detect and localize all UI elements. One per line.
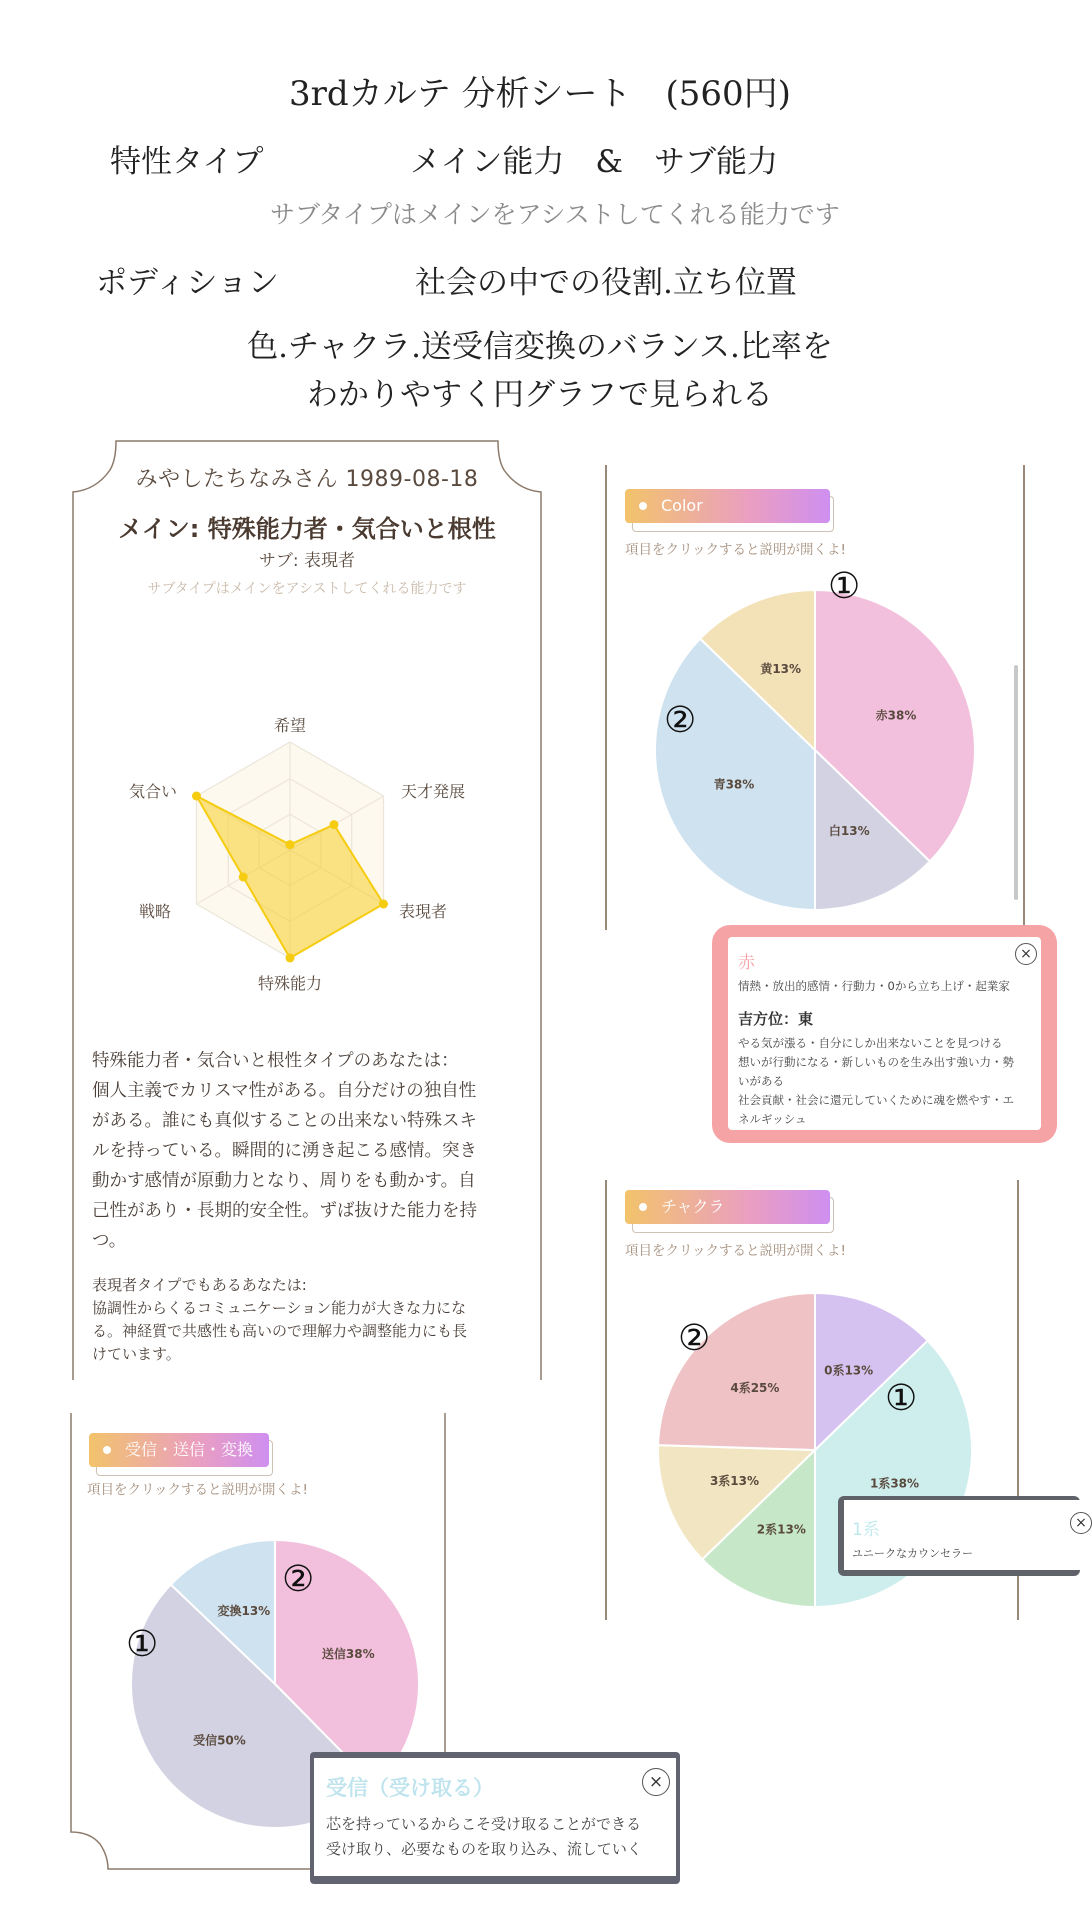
text-line: 表現者タイプでもあるあなたは: [92,1276,307,1294]
slice-label: 受信50% [193,1733,246,1748]
popup-heading: 吉方位：東 [738,1010,814,1028]
text-line: る。神経質で共感性も高いので理解力や調整能力にも長 [92,1322,468,1340]
color-tag[interactable] [625,489,830,523]
page-title: 3rdカルテ 分析シート (560円) [289,74,791,114]
slice-label: 4系25% [730,1381,780,1396]
text-line: けています。 [92,1345,181,1363]
close-icon[interactable]: × [1015,943,1037,965]
chakra-tag-label: チャクラ [661,1197,725,1216]
text-line: つ。 [92,1231,127,1251]
scrollbar[interactable] [1014,665,1018,900]
recv-tag-label: 受信・送信・変換 [125,1440,254,1459]
slice-label: 白13% [828,824,870,839]
radar-axis-label: 戦略 [138,902,172,921]
profile-name-date: みやしたちなみさん 1989-08-18 [135,467,479,492]
slice-label: 送信38% [321,1646,375,1661]
popup-body [326,1812,642,1862]
profile-sub-note: サブタイプはメインをアシストしてくれる能力です [147,581,467,597]
profile-description-main [92,1046,522,1256]
radar-axis-label: 表現者 [398,902,448,921]
slice-label: 変換13% [217,1604,271,1619]
popup-line: 情熱・放出的感情・行動力・0から立ち上げ・起業家 [738,979,1010,993]
slice-label: 青38% [713,777,755,792]
position-label: ポディション [96,265,279,301]
close-icon[interactable]: × [642,1768,670,1796]
popup-body: ユニークなカウンセラー [852,1547,973,1560]
divider [1023,465,1025,930]
slice-label: 赤38% [875,708,917,723]
pie-slice[interactable] [658,1293,815,1450]
marker-2: ② [282,1559,315,1600]
radar-axis-label: 特殊能力 [257,974,323,993]
recv-tag[interactable] [89,1433,269,1467]
text-line: がある。誰にも真似することの出来ない特殊スキ [92,1111,477,1131]
radar-axis-label: 天才発展 [400,782,466,801]
marker-1: ① [828,566,861,607]
text-line: 芯を持っているからこそ受け取ることができる [326,1815,642,1833]
subtype-note: サブタイプはメインをアシストしてくれる能力です [270,200,840,229]
marker-1: ① [885,1378,918,1419]
text-line: 社会貢献・社会に還元していくために魂を燃やす・エ [738,1093,1014,1107]
slice-label: 2系13% [756,1522,806,1537]
marker-1: ① [126,1624,159,1665]
radar-axis-label: 気合い [128,782,178,801]
description [0,323,1080,419]
text-line: 己性があり・長期的安全性。ずば抜けた能力を持 [92,1201,477,1221]
color-tag-label: Color [661,496,703,515]
text-line: やる気が漲る・自分にしか出来ないことを見つける [738,1036,1003,1050]
tag-dot-icon [639,502,647,510]
radar-point [286,840,295,849]
chakra-hint: 項目をクリックすると説明が開くよ! [625,1243,846,1259]
radar-axis-label: 希望 [273,716,307,735]
popup-title: 赤 [738,953,755,973]
text-line: 受け取り、必要なものを取り込み、流していく [326,1840,642,1858]
slice-label: 3系13% [709,1474,760,1489]
description-line-1: 色.チャクラ.送受信変換のバランス.比率を [247,329,833,365]
radar-point [379,900,388,909]
radar-chart [110,700,510,1020]
divider [605,465,607,930]
radar-point [329,820,338,829]
radar-point [192,792,201,801]
color-pie-chart[interactable] [645,580,985,920]
close-icon[interactable]: × [1070,1512,1092,1534]
description-line-2: わかりやすく円グラフで見られる [307,377,773,413]
popup-body [738,1034,1014,1129]
text-line: ネルギッシュ [738,1112,807,1126]
color-hint: 項目をクリックすると説明が開くよ! [625,542,846,558]
text-line: 協調性からくるコミュニケーション能力が大きな力にな [92,1299,467,1317]
text-line: 個人主義でカリスマ性がある。自分だけの独自性 [92,1081,477,1101]
chakra-tag[interactable] [625,1190,830,1224]
slice-label: 黄13% [760,661,802,676]
marker-2: ② [664,700,697,741]
profile-description-sub [92,1274,522,1366]
profile-main-type: メイン: 特殊能力者・気合いと根性 [118,515,496,543]
text-line: いがある [738,1074,784,1088]
radar-point [239,873,248,882]
text-line: ルを持っている。瞬間的に湧き起こる感情。突き [92,1141,477,1161]
tag-dot-icon [103,1446,111,1454]
profile-sub-type: サブ: 表現者 [258,551,356,571]
text-line: 想いが行動になる・新しいものを生み出す強い力・勢 [738,1055,1014,1069]
popup-title: 受信（受け取る） [326,1776,494,1800]
text-line: 動かす感情が原動力となり、周りをも動かす。自 [92,1171,476,1191]
popup-title: 1系 [852,1520,880,1540]
slice-label: 1系38% [869,1476,920,1491]
recv-hint: 項目をクリックすると説明が開くよ! [87,1482,308,1498]
trait-type-value: メイン能力 & サブ能力 [410,144,778,180]
radar-point [286,954,295,963]
tag-dot-icon [639,1203,647,1211]
position-value: 社会の中での役割.立ち位置 [415,265,797,301]
text-line: 特殊能力者・気合いと根性タイプのあなたは： [92,1051,459,1071]
trait-type-label: 特性タイプ [110,144,264,180]
divider [605,1180,607,1620]
marker-2: ② [678,1318,711,1359]
slice-label: 0系13% [824,1363,874,1378]
